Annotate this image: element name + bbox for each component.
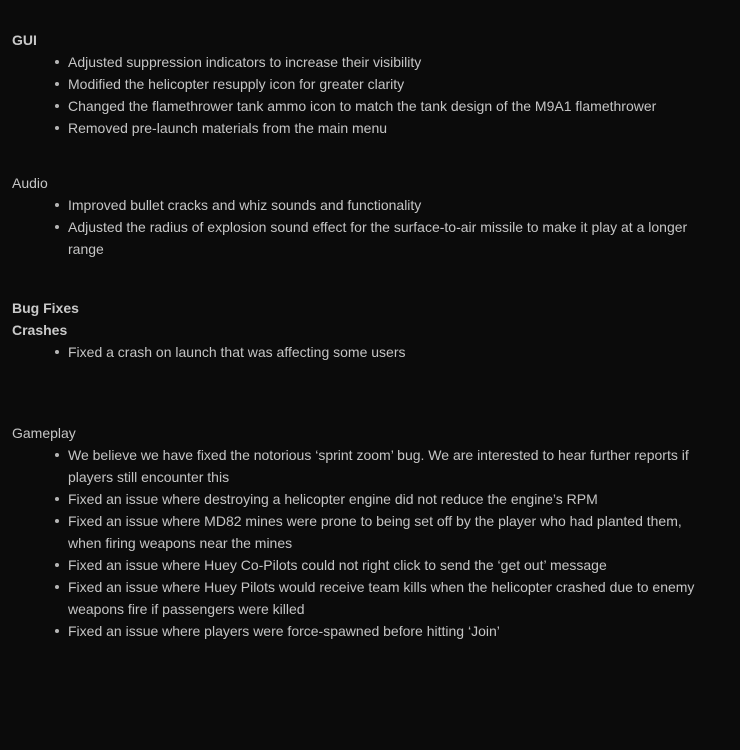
- list-item: Adjusted the radius of explosion sound effect for the surface-to-air missile to make it play at a longer range: [68, 216, 716, 260]
- list-item: Adjusted suppression indicators to increase their visibility: [68, 51, 716, 73]
- gui-changes-list: [12, 51, 716, 139]
- list-item: Removed pre-launch materials from the main menu: [68, 117, 716, 139]
- list-item: Fixed an issue where destroying a helicopter engine did not reduce the engine’s RPM: [68, 488, 716, 510]
- list-item: Changed the flamethrower tank ammo icon to match the tank design of the M9A1 flamethrower: [68, 95, 716, 117]
- list-item: Modified the helicopter resupply icon for greater clarity: [68, 73, 716, 95]
- list-item: Improved bullet cracks and whiz sounds and functionality: [68, 194, 716, 216]
- list-item: Fixed an issue where players were force-spawned before hitting ‘Join’: [68, 620, 716, 642]
- crashes-fixes-list: [12, 341, 716, 363]
- section-heading-bug-fixes: Bug Fixes: [12, 300, 79, 316]
- gameplay-fixes-list: [12, 444, 716, 642]
- section-heading-bugfixes-group: [12, 297, 716, 341]
- list-item: Fixed an issue where Huey Co-Pilots could not right click to send the ‘get out’ message: [68, 554, 716, 576]
- section-heading-audio: Audio: [12, 175, 48, 191]
- section-heading-gameplay: Gameplay: [12, 425, 76, 441]
- section-heading-gui: GUI: [12, 32, 37, 48]
- list-item: Fixed a crash on launch that was affecting some users: [68, 341, 716, 363]
- list-item: Fixed an issue where MD82 mines were prone to being set off by the player who had planted them, when firing weapons near the mines: [68, 510, 716, 554]
- list-item: Fixed an issue where Huey Pilots would receive team kills when the helicopter crashed due to enemy weapons fire if passengers were killed: [68, 576, 716, 620]
- section-heading-crashes: Crashes: [12, 322, 68, 338]
- audio-changes-list: [12, 194, 716, 260]
- list-item: We believe we have fixed the notorious ‘sprint zoom’ bug. We are interested to hear further reports if players still encounter this: [68, 444, 716, 488]
